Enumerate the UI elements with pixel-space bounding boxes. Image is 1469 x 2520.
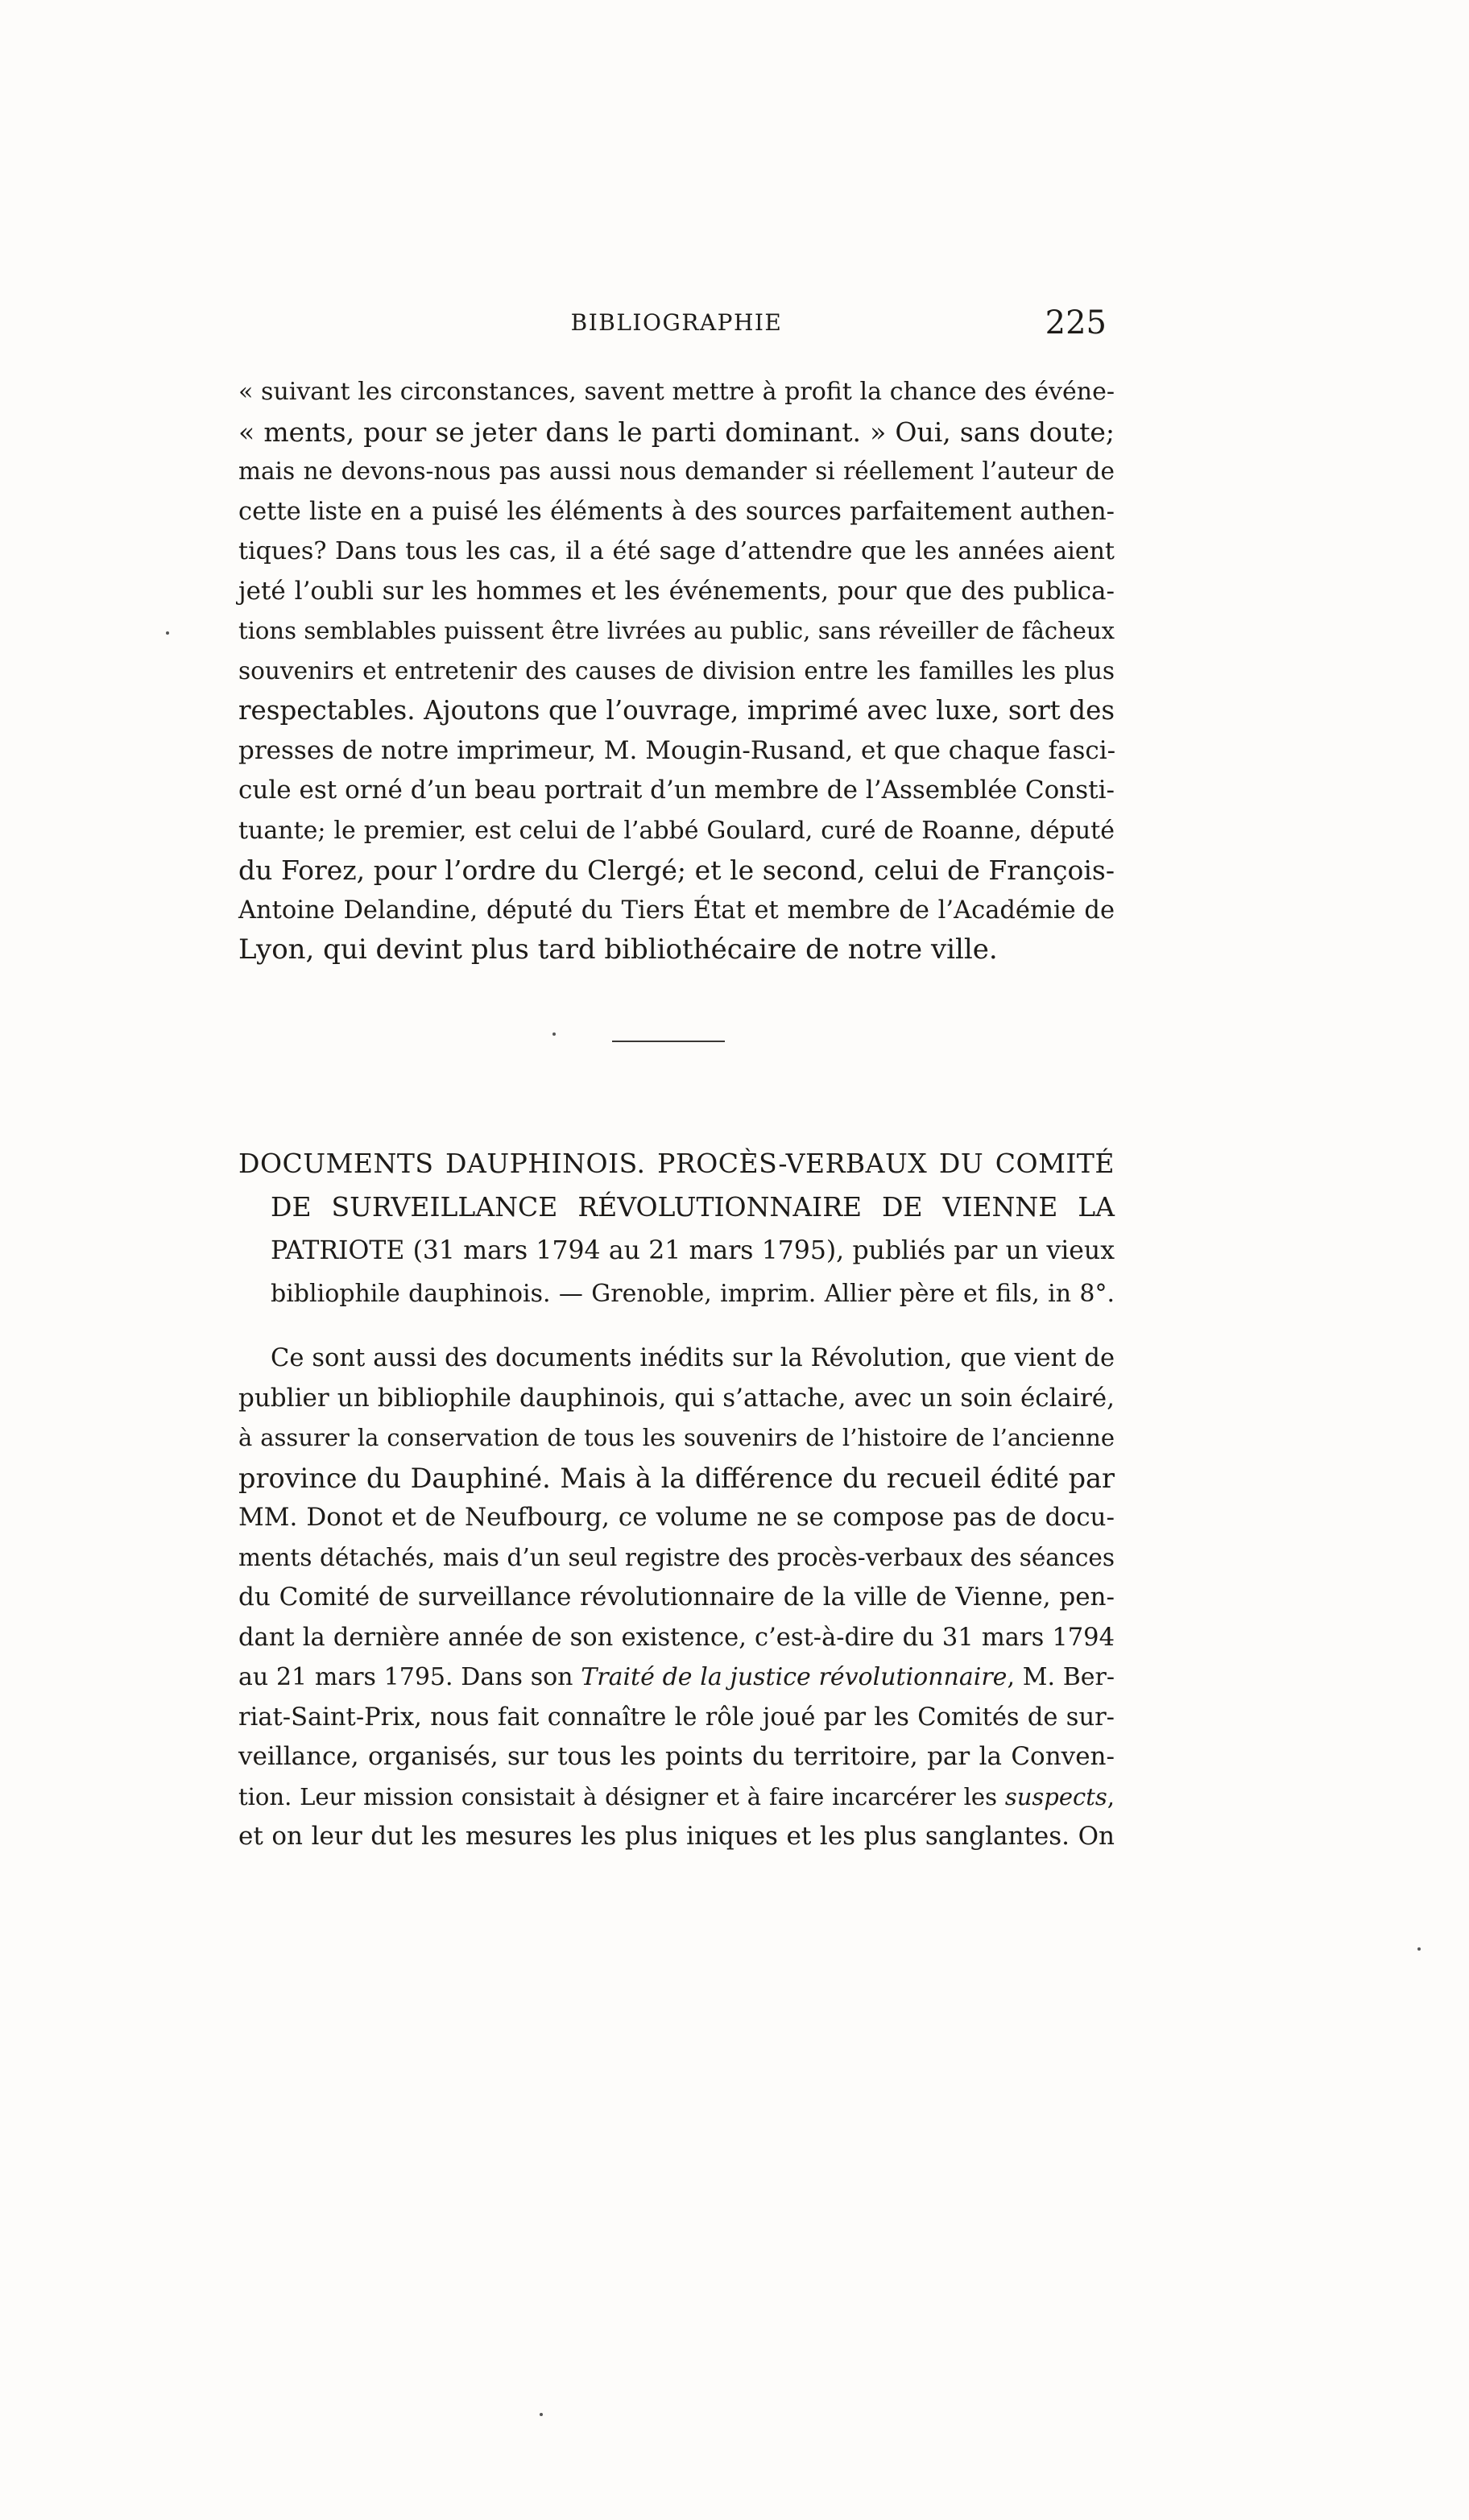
text-line: MM. Donot et de Neufbourg, ce volume ne se compose pas de docu- xyxy=(238,1503,1115,1532)
text-line: « suivant les circonstances, savent mettre à profit la chance des événe- xyxy=(238,378,1115,406)
text-line: Lyon, qui devint plus tard bibliothécaire de notre ville. xyxy=(238,933,998,966)
text-run: , xyxy=(1107,1782,1115,1810)
heading-line: PATRIOTE (31 mars 1794 au 21 mars 1795), publiés par un vieux xyxy=(271,1236,1115,1265)
text-run: au 21 mars 1795. Dans son xyxy=(238,1663,581,1691)
text-line: jeté l’oubli sur les hommes et les événements, pour que des publica- xyxy=(238,576,1115,606)
text-line: veillance, organisés, sur tous les points du territoire, par la Conven- xyxy=(238,1742,1115,1771)
section-divider xyxy=(612,1041,725,1042)
text-line: province du Dauphiné. Mais à la différence du recueil édité par xyxy=(238,1462,1115,1494)
running-head xyxy=(238,304,1115,350)
text-line: tions semblables puissent être livrées au public, sans réveiller de fâcheux xyxy=(238,617,1115,644)
print-speck xyxy=(552,1032,556,1036)
print-speck xyxy=(166,631,169,635)
paragraph-continuation xyxy=(238,372,1115,970)
text-line: cette liste en a puisé les éléments à des sources parfaitement authen- xyxy=(238,497,1115,526)
text-run: , M. Ber- xyxy=(1007,1663,1115,1691)
text-line: presses de notre imprimeur, M. Mougin-Rusand, et que chaque fasci- xyxy=(238,735,1116,765)
print-speck xyxy=(1417,1947,1421,1951)
text-line: souvenirs et entretenir des causes de division entre les familles les plus xyxy=(238,656,1115,685)
emphasis: suspects xyxy=(1004,1782,1107,1810)
page-number: 225 xyxy=(1045,304,1107,341)
heading-line: bibliophile dauphinois. — Grenoble, imprim. Allier père et fils, in 8°. xyxy=(271,1280,1115,1308)
review-paragraph xyxy=(238,1339,1115,1857)
text-line: et on leur dut les mesures les plus iniques et les plus sanglantes. On xyxy=(238,1822,1115,1851)
book-title: Traité de la justice révolutionnaire xyxy=(581,1663,1008,1691)
text-line: dant la dernière année de son existence, c’est-à-dire du 31 mars 1794 xyxy=(238,1623,1115,1652)
text-line: Ce sont aussi des documents inédits sur la Révolution, que vient de xyxy=(271,1344,1115,1372)
text-line: ments détachés, mais d’un seul registre des procès-verbaux des séances xyxy=(238,1543,1115,1571)
text-line: « ments, pour se jeter dans le parti dominant. » Oui, sans doute; xyxy=(238,416,1115,448)
review-heading xyxy=(238,1142,1115,1316)
print-speck xyxy=(540,2413,543,2416)
text-line: mais ne devons-nous pas aussi nous demander si réellement l’auteur de xyxy=(238,457,1115,485)
text-line: tiques? Dans tous les cas, il a été sage d’attendre que les années aient xyxy=(238,537,1115,565)
text-line xyxy=(238,1777,1115,1818)
text-line xyxy=(238,1657,1115,1698)
text-line: cule est orné d’un beau portrait d’un membre de l’Assemblée Consti- xyxy=(238,776,1115,805)
heading-line: DOCUMENTS DAUPHINOIS. PROCÈS-VERBAUX DU COMITÉ xyxy=(238,1148,1115,1179)
text-line: du Comité de surveillance révolutionnaire de la ville de Vienne, pen- xyxy=(238,1583,1115,1612)
text-line: respectables. Ajoutons que l’ouvrage, imprimé avec luxe, sort des xyxy=(238,695,1115,726)
text-line: à assurer la conservation de tous les souvenirs de l’histoire de l’ancienne xyxy=(238,1424,1115,1451)
running-title: BIBLIOGRAPHIE xyxy=(570,309,783,336)
text-run: tion. Leur mission consistait à désigner et à faire incarcérer les xyxy=(238,1782,1005,1810)
text-line: publier un bibliophile dauphinois, qui s’attache, avec un soin éclairé, xyxy=(238,1383,1115,1413)
heading-line: DE SURVEILLANCE RÉVOLUTIONNAIRE DE VIENNE LA xyxy=(271,1191,1115,1223)
text-line: tuante; le premier, est celui de l’abbé Goulard, curé de Roanne, député xyxy=(238,816,1115,845)
text-line: du Forez, pour l’ordre du Clergé; et le second, celui de François- xyxy=(238,854,1115,886)
text-line: Antoine Delandine, député du Tiers État et membre de l’Académie de xyxy=(238,896,1115,925)
text-line: riat-Saint-Prix, nous fait connaître le rôle joué par les Comités de sur- xyxy=(238,1703,1115,1732)
